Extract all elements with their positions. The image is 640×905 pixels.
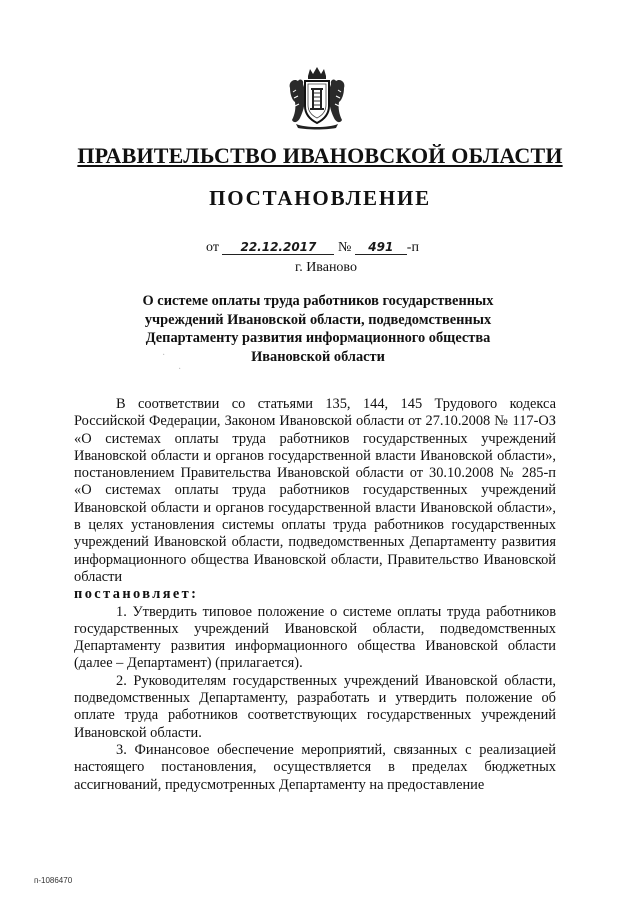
number-label: № xyxy=(337,240,352,255)
scan-speck: · xyxy=(178,364,182,375)
number-suffix: -п xyxy=(406,240,419,255)
item-paragraph-1: 1. Утвердить типовое положение о системе оплаты труда работников государственных учреждений Ивановской области, подведомственных Департаменту развития информационного общества Ивановской области (далее – Департамент) (прилагается). xyxy=(74,603,556,672)
document-date: 22.12.2017 xyxy=(222,240,334,255)
preamble-paragraph: В соответствии со статьями 135, 144, 145 Трудового кодекса Российской Федерации, Законом Ивановской области от 27.10.2008 № 117-ОЗ «О системах оплаты труда работников государственных учреждений Ивановской области и органов государственной власти Ивановской области», постановлением Правительства Ивановской области от 30.10.2008 № 285-п «О системах оплаты труда работников государственных учреждений Ивановской области и органов государственной власти Ивановской области», в целях установления системы оплаты труда работников государственных учреждений Ивановской области, подведомственных Департаменту развития информационного общества Ивановской области, Правительство Ивановской области xyxy=(74,396,556,585)
resolves-word: постановляет: xyxy=(74,586,199,603)
document-subject: О системе оплаты труда работников государственных учреждений Ивановской области, подведомственных Департаменту развития информационного общества Ивановской области xyxy=(142,293,494,365)
coat-of-arms-icon xyxy=(286,66,348,130)
item-paragraph-2: 2. Руководителям государственных учреждений Ивановской области, подведомственных Департаменту, разработать и утвердить положение об оплате труда работников соответствующих государственных учреждений Ивановской области. xyxy=(74,672,556,741)
document-type-title: ПОСТАНОВЛЕНИЕ xyxy=(209,186,431,210)
date-number-line xyxy=(206,240,419,256)
government-title: ПРАВИТЕЛЬСТВО ИВАНОВСКОЙ ОБЛАСТИ xyxy=(77,143,563,168)
footer-document-code: п-1086470 xyxy=(34,876,73,885)
item-paragraph-3: 3. Финансовое обеспечение мероприятий, связанных с реализацией настоящего постановления, осуществляется в пределах бюджетных ассигнований, предусмотренных Департаменту на предоставление xyxy=(74,741,556,793)
from-label: от xyxy=(206,240,219,255)
scan-speck: · xyxy=(162,350,166,361)
city-line: г. Иваново xyxy=(295,260,357,275)
document-number: 491 xyxy=(355,240,407,255)
document-body xyxy=(74,396,556,794)
